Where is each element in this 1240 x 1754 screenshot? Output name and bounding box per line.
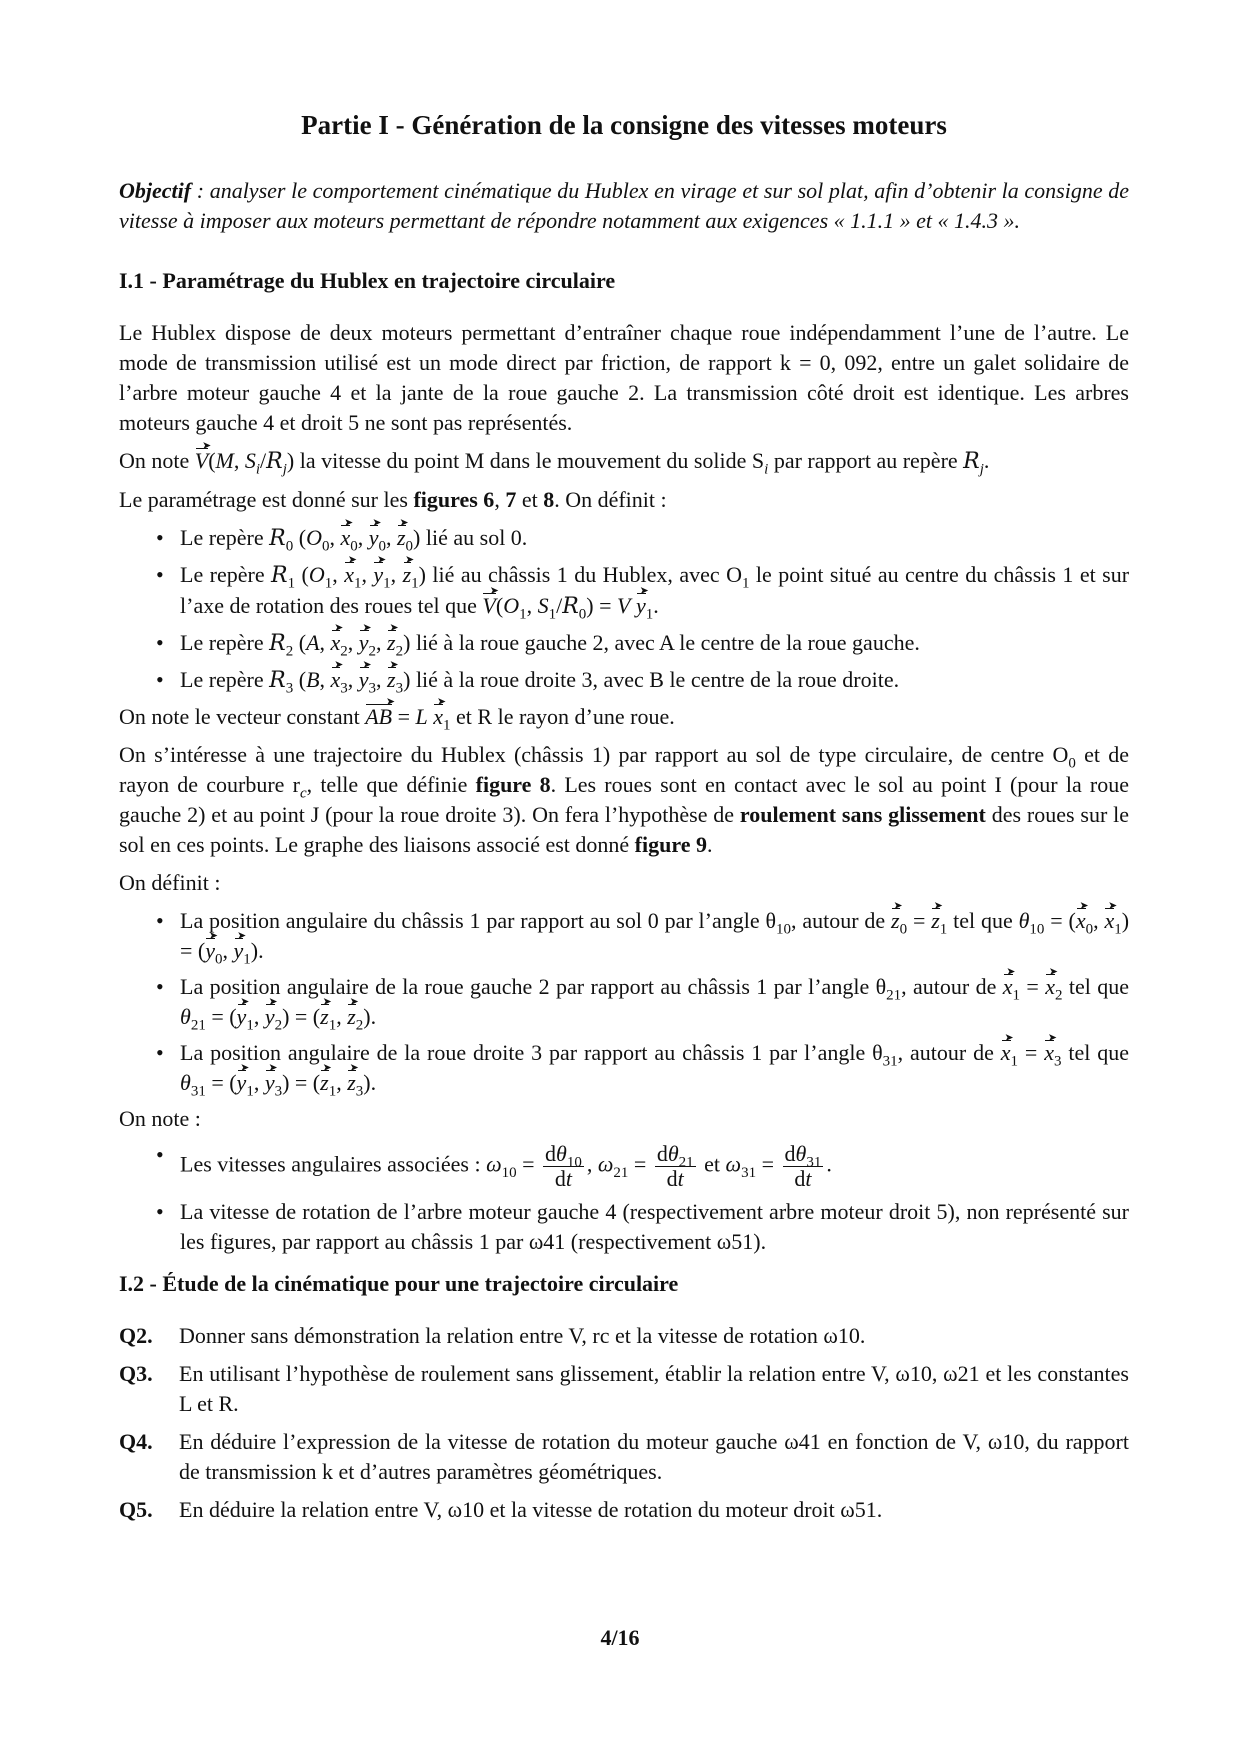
paragraph-trajectoire: On s’intéresse à une trajectoire du Hublex (châssis 1) par rapport au sol de type circulaire, de centre $O_0$ et de rayon de courbure $r_c$, telle que définie figure 8. Les roues sont en contact avec le sol au point I (pour la roue gauche 2) et au point J (pour la roue droite 3). On fera l’hypothèse de roulement sans glissement des roues sur le sol en ces points. Le graphe des liaisons associé est donné figure 9.	[119, 742, 1129, 857]
text: . Les roues sont en contact avec le sol au point I (pour la roue gauche 2) et au point J (pour la roue droite 3). On fera l’hypothèse de	[119, 772, 1129, 827]
text: Le repère	[180, 525, 270, 550]
text: Les vitesses angulaires associées :	[180, 1151, 487, 1177]
list-item-vitesse-moteur: • La vitesse de rotation de l’arbre moteur gauche 4 (respectivement arbre moteur droit 5), non représenté sur les figures, par rapport au châssis 1 par ω41 (respectivement ω51).	[180, 1197, 1129, 1257]
bold-term: roulement sans glissement	[739, 802, 986, 827]
paragraph-parametrage: Le paramétrage est donné sur les figures 6, 7 et 8. On définit :	[119, 487, 667, 512]
question-text: En déduire la relation entre V, ω10 et la vitesse de rotation du moteur droit ω51.	[179, 1497, 883, 1522]
text: On note	[119, 448, 195, 473]
text: le point situé au centre du châssis 1 et sur l’axe de rotation des roues tel que	[180, 562, 1130, 618]
text: On s’intéresse à une trajectoire du Hublex (châssis 1) par rapport au sol de type circulaire, de centre O	[119, 742, 1069, 767]
page-title: Partie I - Génération de la consigne des vitesses moteurs	[301, 110, 947, 140]
document-page	[119, 108, 1129, 1533]
question-label: Q2.	[119, 1323, 153, 1348]
vector-v: V ➤	[195, 446, 208, 476]
text: tel que	[1062, 974, 1129, 999]
section-heading-1: I.1 - Paramétrage du Hublex en trajectoire circulaire	[119, 268, 616, 293]
list-item-position-2: • La position angulaire de la roue gauche 2 par rapport au châssis 1 par l’angle $\theta_{21}$, autour de x ➤ $_1$ = x ➤ $_2$ tel que $\theta_{21} = (y$ ➤ $_1$, y ➤ $_2$) = (z ➤ $_1$, z ➤ $_2$).	[180, 972, 1129, 1032]
list-item-repere-0: • Le repère $R_0$ ($O_0$, x ➤ $_0$, y ➤ $_0$, z ➤ $_0$) lié au sol 0.	[180, 523, 1129, 554]
text: et de rayon de courbure r	[119, 742, 1129, 797]
text: .	[706, 832, 713, 857]
figure-ref: 8	[543, 487, 555, 512]
list-item-repere-1: • Le repère $R_1$ ($O_1$, x ➤ $_1$, y ➤ $_1$, z ➤ $_1$) lié au châssis 1 du Hublex, avec $O_1$ le point situé au centre du châssis 1 et sur l’axe de rotation des roues tel que V ➤ ($O_1$, $S_1/R_0) = V$ y ➤ $_1$.	[180, 560, 1129, 622]
text: et	[698, 1151, 726, 1177]
text: Le paramétrage est donné sur les	[119, 487, 414, 512]
list-item-repere-2: • Le repère $R_2$ (A, x ➤ $_2$, y ➤ $_2$, z ➤ $_2$) lié à la roue gauche 2, avec A le centre de la roue gauche.	[180, 628, 1129, 659]
text: La position angulaire de la roue droite 3 par rapport au châssis 1 par l’angle θ	[180, 1040, 883, 1065]
text: Le repère	[180, 667, 270, 692]
text: la vitesse du point M dans le mouvement du solide S	[294, 448, 765, 473]
figure-ref: figures 6	[413, 487, 495, 512]
text: . On définit :	[554, 487, 667, 512]
list-item-vitesses-angulaires: • Les vitesses angulaires associées : $\omega_{10}$ = $\frac{d\theta_{10}}{dt}$ , $\omega_{21}$ = $\frac{d\theta_{21}}{dt}$ et $\omega_{31}$ = $\frac{d\theta_{31}}{dt}$ .	[180, 1142, 1129, 1191]
fraction-omega21: $\frac{d\theta_{21}}{dt}$	[656, 1141, 694, 1191]
question-text: En utilisant l’hypothèse de roulement sans glissement, établir la relation entre V, ω10, ω21 et les constantes L et R.	[179, 1361, 1129, 1416]
question-label: Q5.	[119, 1497, 153, 1522]
paragraph-vecteur-ab: On note le vecteur constant AB ➤ = L x ➤ $_1$ et R le rayon d’une roue.	[119, 696, 675, 734]
question-q4	[119, 1427, 1129, 1487]
text: lié au sol 0.	[420, 525, 528, 550]
text: , telle que définie	[306, 772, 476, 797]
fraction-omega10: $\frac{d\theta_{10}}{dt}$	[545, 1141, 582, 1191]
figure-ref: figure 9	[634, 832, 707, 857]
questions-list	[119, 1321, 1129, 1525]
text: lié à la roue gauche 2, avec A le centre de la roue gauche.	[410, 630, 920, 655]
objective-label: Objectif	[119, 178, 192, 203]
objective-paragraph	[119, 176, 1129, 236]
text: lié à la roue droite 3, avec B le centre de la roue droite.	[410, 667, 900, 692]
text: par rapport au repère	[768, 448, 964, 473]
question-q2	[119, 1321, 1129, 1351]
question-q5	[119, 1495, 1129, 1525]
objective-text: : analyser le comportement cinématique du Hublex en virage et sur sol plat, afin d’obtenir la consigne de vitesse à imposer aux moteurs permettant de répondre notamment aux exigences « 1.1.1 » et « 1.4.3 ».	[119, 178, 1129, 233]
text: Le repère	[180, 562, 272, 587]
question-label: Q4.	[119, 1429, 153, 1454]
text: La position angulaire de la roue gauche 2 par rapport au châssis 1 par l’angle θ	[180, 974, 887, 999]
text: , autour de	[897, 1040, 1001, 1065]
text: et R le rayon d’une roue.	[450, 704, 675, 729]
text: tel que	[1061, 1040, 1129, 1065]
positions-list	[119, 900, 1130, 1100]
list-item-position-3: • La position angulaire de la roue droite 3 par rapport au châssis 1 par l’angle $\theta_{31}$, autour de x ➤ $_1$ = x ➤ $_3$ tel que $\theta_{31} = (y$ ➤ $_1$, y ➤ $_3$) = (z ➤ $_1$, z ➤ $_3$).	[180, 1038, 1129, 1098]
on-definit-label: On définit :	[119, 870, 221, 895]
text: , autour de	[901, 974, 1003, 999]
text: La position angulaire du châssis 1 par rapport au sol 0 par l’angle θ	[180, 908, 777, 933]
text: lié au châssis 1 du Hublex, avec O	[425, 562, 742, 587]
section-heading-2: I.2 - Étude de la cinématique pour une trajectoire circulaire	[119, 1271, 679, 1296]
vitesses-list	[119, 1142, 1129, 1257]
text: tel que	[947, 908, 1019, 933]
text: Le repère	[180, 630, 270, 655]
text: , autour de	[791, 908, 892, 933]
text: On note le vecteur constant	[119, 704, 366, 729]
list-item-position-1: • La position angulaire du châssis 1 par rapport au sol 0 par l’angle $\theta_{10}$, autour de z ➤ $_0$ = z ➤ $_1$ tel que $\theta_{10} = (x$ ➤ $_0$, x ➤ $_1$) = (y ➤ $_0$, y ➤ $_1$).	[180, 906, 1129, 966]
on-note-label: On note :	[119, 1106, 201, 1131]
paragraph-transmission: Le Hublex dispose de deux moteurs permettant d’entraîner chaque roue indépendamment l’une de l’autre. Le mode de transmission utilisé est un mode direct par friction, de rapport k = 0, 092, entre un galet solidaire de l’arbre moteur gauche 4 et la jante de la roue gauche 2. La transmission côté droit est identique. Les arbres moteurs gauche 4 et droit 5 ne sont pas représentés.	[119, 320, 1129, 435]
question-q3	[119, 1359, 1129, 1419]
paragraph-vitesse-notation: On note V ➤ (M, $S_i/R_j$) la vitesse du point M dans le mouvement du solide $S_i$ par rapport au repère $R_j$.	[119, 440, 990, 478]
question-label: Q3.	[119, 1361, 153, 1386]
question-text: En déduire l’expression de la vitesse de rotation du moteur gauche ω41 en fonction de V, ω10, du rapport de transmission k et d’autres paramètres géométriques.	[179, 1429, 1129, 1484]
list-item-repere-3: • Le repère $R_3$ (B, x ➤ $_3$, y ➤ $_3$, z ➤ $_3$) lié à la roue droite 3, avec B le centre de la roue droite.	[180, 665, 1129, 696]
figure-ref: figure 8	[475, 772, 551, 797]
page-number: 4/16	[600, 1625, 640, 1650]
figure-ref: 7	[505, 487, 517, 512]
question-text: Donner sans démonstration la relation entre V, rc et la vitesse de rotation ω10.	[179, 1323, 866, 1348]
fraction-omega31: $\frac{d\theta_{31}}{dt}$	[784, 1141, 822, 1191]
reperes-list	[119, 517, 1130, 697]
text: des roues sur le sol en ces points. Le graphe des liaisons associé est donné	[119, 802, 1129, 857]
